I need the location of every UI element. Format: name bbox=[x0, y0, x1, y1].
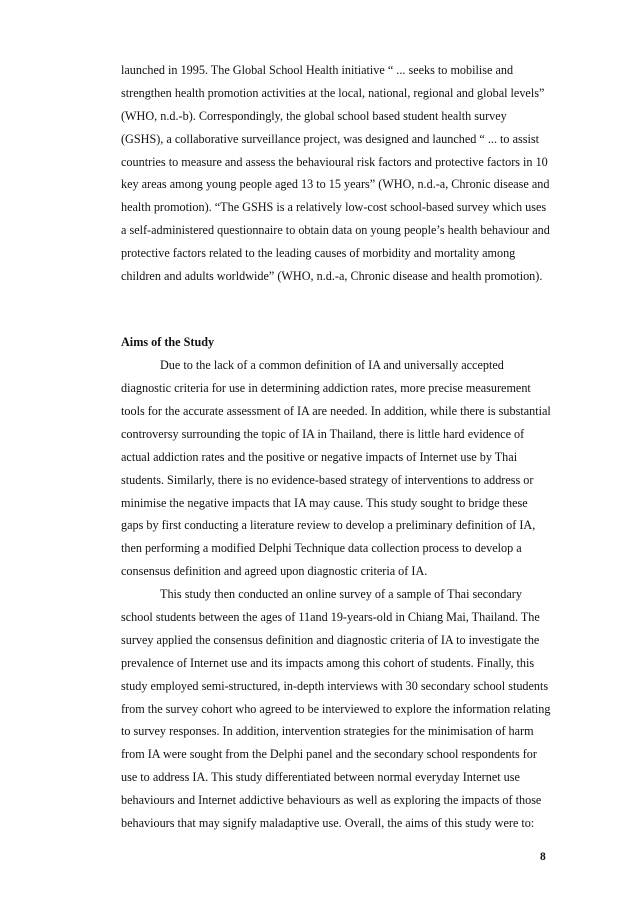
text-line: prevalence of Internet use and its impacts among this cohort of students. Finally, this bbox=[121, 656, 535, 670]
text-line: (WHO, n.d.-b). Correspondingly, the global school based student health survey bbox=[121, 109, 507, 123]
text-line: health promotion). “The GSHS is a relatively low-cost school-based survey which uses bbox=[121, 200, 547, 214]
text-line: from the survey cohort who agreed to be interviewed to explore the information relating bbox=[121, 702, 551, 716]
text-line: school students between the ages of 11and 19-years-old in Chiang Mai, Thailand. The bbox=[121, 610, 540, 624]
text-line: Due to the lack of a common definition of IA and universally accepted bbox=[160, 358, 504, 372]
text-line: to survey responses. In addition, intervention strategies for the minimisation of harm bbox=[121, 724, 534, 738]
text-line: survey applied the consensus definition and diagnostic criteria of IA to investigate the bbox=[121, 633, 540, 647]
text-line: from IA were sought from the Delphi panel and the secondary school respondents for bbox=[121, 747, 537, 761]
text-line: This study then conducted an online survey of a sample of Thai secondary bbox=[160, 587, 522, 601]
text-line: students. Similarly, there is no evidence-based strategy of interventions to address or bbox=[121, 473, 534, 487]
text-line: launched in 1995. The Global School Health initiative “ ... seeks to mobilise and bbox=[121, 63, 514, 77]
text-line: then performing a modified Delphi Technique data collection process to develop a bbox=[121, 541, 522, 555]
text-line: tools for the accurate assessment of IA are needed. In addition, while there is substantial bbox=[121, 404, 551, 418]
text-line: a self-administered questionnaire to obtain data on young people’s health behaviour and bbox=[121, 223, 550, 237]
text-line: gaps by first conducting a literature review to develop a preliminary definition of IA, bbox=[121, 518, 536, 532]
text-line: strengthen health promotion activities at the local, national, regional and global levels” bbox=[121, 86, 545, 100]
text-line: protective factors related to the leading causes of morbidity and mortality among bbox=[121, 246, 516, 260]
page-number: 8 bbox=[540, 851, 546, 863]
text-line: (GSHS), a collaborative surveillance project, was designed and launched “ ... to assist bbox=[121, 132, 539, 146]
text-line: diagnostic criteria for use in determining addiction rates, more precise measurement bbox=[121, 381, 531, 395]
text-line: use to address IA. This study differentiated between normal everyday Internet use bbox=[121, 770, 520, 784]
text-line: study employed semi-structured, in-depth interviews with 30 secondary school students bbox=[121, 679, 549, 693]
text-line: consensus definition and agreed upon diagnostic criteria of IA. bbox=[121, 564, 428, 578]
text-line: behaviours and Internet addictive behaviours as well as exploring the impacts of those bbox=[121, 793, 542, 807]
section-heading: Aims of the Study bbox=[121, 335, 215, 349]
text-line: key areas among young people aged 13 to 15 years” (WHO, n.d.-a, Chronic disease and bbox=[121, 177, 550, 191]
text-line: actual addiction rates and the positive or negative impacts of Internet use by Thai bbox=[121, 450, 518, 464]
text-line: controversy surrounding the topic of IA in Thailand, there is little hard evidence of bbox=[121, 427, 525, 441]
text-line: behaviours that may signify maladaptive use. Overall, the aims of this study were to: bbox=[121, 816, 535, 830]
text-line: countries to measure and assess the behavioural risk factors and protective factors in 10 bbox=[121, 155, 548, 169]
text-line: minimise the negative impacts that IA may cause. This study sought to bridge these bbox=[121, 496, 528, 510]
text-line: children and adults worldwide” (WHO, n.d.-a, Chronic disease and health promotion). bbox=[121, 269, 543, 283]
